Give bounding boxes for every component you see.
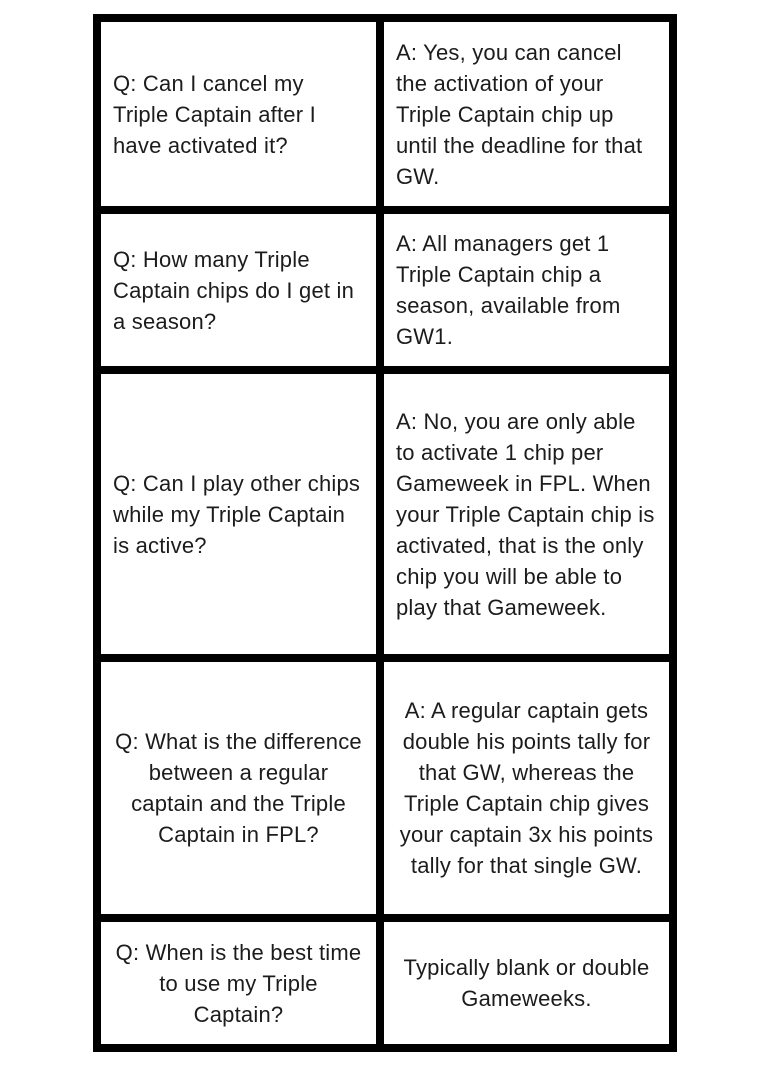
answer-cell (384, 22, 669, 206)
question-cell (101, 374, 376, 654)
question-cell (101, 22, 376, 206)
answer-cell (384, 662, 669, 914)
question-text: Q: Can I play other chips while my Triple Captain is active? (113, 470, 361, 558)
question-text: Q: Can I cancel my Triple Captain after I have activated it? (113, 70, 316, 158)
answer-cell (384, 214, 669, 366)
answer-text: A: All managers get 1 Triple Captain chip a season, available from GW1. (396, 231, 621, 349)
answer-cell (384, 374, 669, 654)
answer-cell (384, 922, 669, 1044)
answer-text: A: A regular captain gets double his points tally for that GW, whereas the Triple Captain chip gives your captain 3x his points tally for that single GW. (399, 698, 654, 878)
question-cell (101, 922, 376, 1044)
question-cell (101, 214, 376, 366)
answer-text: A: Yes, you can cancel the activation of your Triple Captain chip up until the deadline for that GW. (396, 39, 643, 189)
answer-text: A: No, you are only able to activate 1 chip per Gameweek in FPL. When your Triple Captain chip is activated, that is the only chip you will be able to play that Gameweek. (396, 408, 655, 620)
question-text: Q: How many Triple Captain chips do I get in a season? (113, 246, 355, 334)
question-text: Q: What is the difference between a regular captain and the Triple Captain in FPL? (115, 729, 362, 847)
question-text: Q: When is the best time to use my Triple Captain? (115, 939, 362, 1027)
answer-text: Typically blank or double Gameweeks. (403, 955, 650, 1011)
faq-table (93, 14, 677, 1052)
question-cell (101, 662, 376, 914)
